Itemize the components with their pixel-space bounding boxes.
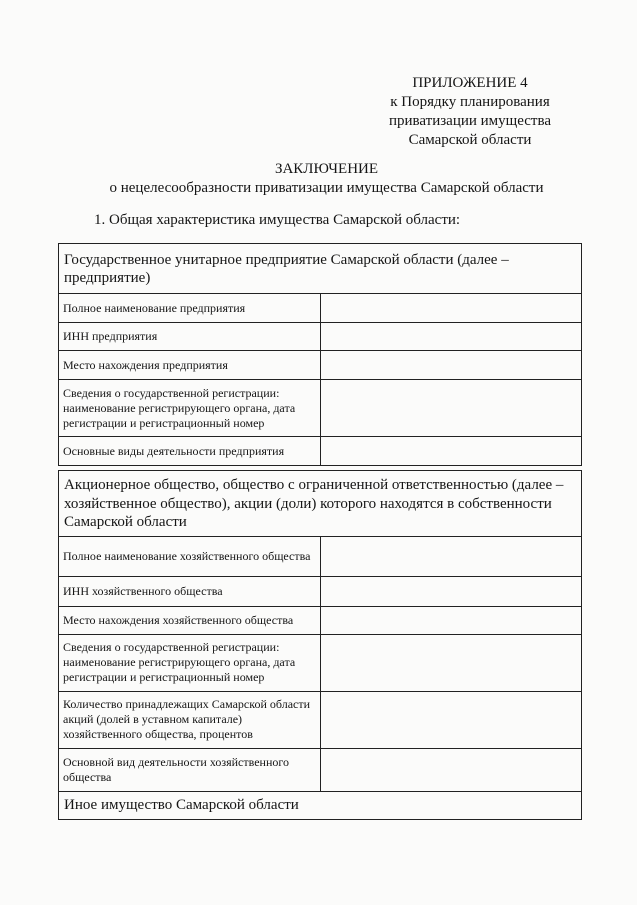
row-value-cell <box>320 536 582 576</box>
annex-reference-line: приватизации имущества <box>388 113 552 129</box>
row-label: ИНН предприятия <box>59 323 321 351</box>
document-title: ЗАКЛЮЧЕНИЕ <box>274 161 379 177</box>
company-table-header: Акционерное общество, общество с ограниченной ответственностью (далее – хозяйственное общество), акции (доли) которого находятся в собственности Самарской области <box>59 471 582 537</box>
row-label: Основной вид деятельности хозяйственного общества <box>59 748 321 791</box>
table-row <box>59 748 582 791</box>
row-label: Место нахождения хозяйственного общества <box>59 606 321 634</box>
table-row <box>59 606 582 634</box>
annex-reference-line: Самарской области <box>408 132 532 148</box>
table-row <box>59 691 582 748</box>
row-value-cell <box>320 576 582 606</box>
table-row <box>59 634 582 691</box>
row-label: Сведения о государственной регистрации: наименование регистрирующего органа, дата регистрации и регистрационный номер <box>59 380 321 437</box>
row-value-cell <box>320 748 582 791</box>
section-heading: 1. Общая характеристика имущества Самарской области: <box>94 212 461 228</box>
row-value-cell <box>320 380 582 437</box>
row-label: Сведения о государственной регистрации: наименование регистрирующего органа, дата регистрации и регистрационный номер <box>59 634 321 691</box>
row-value-cell <box>320 323 582 351</box>
company-table <box>58 470 582 820</box>
row-value-cell <box>320 437 582 466</box>
row-label: Основные виды деятельности предприятия <box>59 437 321 466</box>
other-property-header: Иное имущество Самарской области <box>59 791 582 819</box>
table-row <box>59 437 582 466</box>
table-row <box>59 294 582 323</box>
row-label: ИНН хозяйственного общества <box>59 576 321 606</box>
document-subtitle: о нецелесообразности приватизации имущества Самарской области <box>109 180 544 196</box>
row-label: Место нахождения предприятия <box>59 351 321 380</box>
row-value-cell <box>320 634 582 691</box>
enterprise-table-header: Государственное унитарное предприятие Самарской области (далее – предприятие) <box>59 244 582 294</box>
row-value-cell <box>320 351 582 380</box>
annex-number: ПРИЛОЖЕНИЕ 4 <box>412 75 528 91</box>
row-value-cell <box>320 606 582 634</box>
row-value-cell <box>320 294 582 323</box>
row-label: Полное наименование предприятия <box>59 294 321 323</box>
annex-reference-line: к Порядку планирования <box>390 94 550 110</box>
table-row <box>59 536 582 576</box>
table-row <box>59 323 582 351</box>
table-row <box>59 351 582 380</box>
row-value-cell <box>320 691 582 748</box>
row-label: Количество принадлежащих Самарской области акций (долей в уставном капитале) хозяйственного общества, процентов <box>59 691 321 748</box>
enterprise-table <box>58 243 582 466</box>
table-row <box>59 576 582 606</box>
annex-block <box>370 74 570 150</box>
row-label: Полное наименование хозяйственного общества <box>59 536 321 576</box>
table-row <box>59 380 582 437</box>
